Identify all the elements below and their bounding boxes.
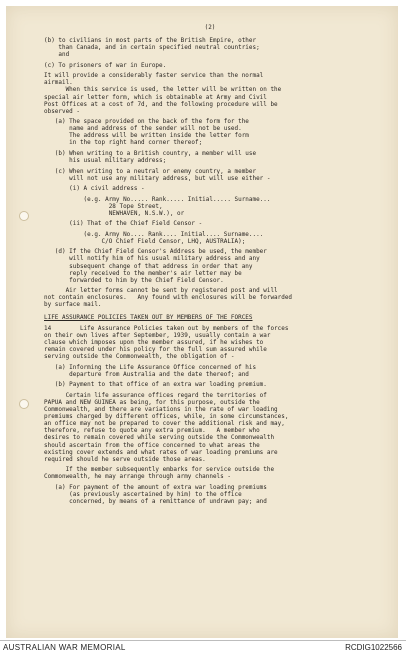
text-line: premiums charged by different offices, while, in some circumstances, [44, 413, 289, 421]
text-line: special air letter form, which is obtainable at Army and Civil [44, 93, 267, 101]
text-line: (b) Payment to that office of an extra war loading premium. [44, 381, 267, 389]
text-line: not contain enclosures. Any found with enclosures will be forwarded [44, 294, 293, 302]
text-line: 28 Tope Street, [44, 202, 163, 210]
text-line: (b) When writing to a British country, a member will use [44, 149, 257, 157]
text-line: When this service is used, the letter will be written on the [44, 86, 282, 94]
text-line: (i) A civil address - [44, 185, 145, 193]
text-line: existing cover extends and what rates of war loading premiums are [44, 448, 278, 456]
text-line: should ascertain from the office concerned to what areas the [44, 441, 260, 449]
text-line: therefore, refuse to quote any extra premium. A member who [44, 427, 260, 435]
text-line: PAPUA and NEW GUINEA as being, for this purpose, outside the [44, 398, 260, 406]
section-heading: LIFE ASSURANCE POLICIES TAKEN OUT BY MEMBERS OF THE FORCES [44, 314, 253, 322]
text-line: Commonwealth, he may arrange through army channels - [44, 473, 231, 481]
text-line: by surface mail. [44, 301, 102, 309]
text-line: than Canada, and in certain specified neutral countries; [44, 44, 260, 52]
text-line: (c) To prisoners of war in Europe. [44, 61, 167, 69]
text-line: concerned, by means of a remittance of undrawn pay; and [44, 497, 267, 505]
text-line: (ii) That of the Chief Field Censor - [44, 220, 203, 228]
text-line: name and address of the sender will not be used. [44, 125, 242, 133]
text-line: Certain life assurance offices regard the territories of [44, 391, 267, 399]
text-line: (as previously ascertained by him) to the office [44, 490, 242, 498]
text-line: his usual military address; [44, 157, 167, 165]
text-line: clause which imposes upon the member assured, if he wishes to [44, 339, 264, 347]
text-line: departure from Australia and the date thereof; and [44, 370, 249, 378]
page-number: (2) [204, 24, 216, 31]
footer-record-id: RCDIG1022566 [345, 643, 402, 652]
text-line: (d) If the Chief Field Censor's Address be used, the member [44, 248, 267, 256]
text-line: C/O Chief Field Censor, LHQ, AUSTRALIA); [44, 237, 246, 245]
text-line: (b) to civilians in most parts of the British Empire, other [44, 37, 257, 45]
text-line: (a) The space provided on the back of the form for the [44, 118, 249, 126]
text-line: serving outside the Commonwealth, the obligation of - [44, 353, 235, 361]
text-line: The address will be written inside the letter form [44, 132, 249, 140]
text-line: It will provide a considerably faster service than the normal [44, 72, 264, 80]
text-line: in the top right hand corner thereof; [44, 139, 203, 147]
punch-hole [19, 211, 29, 221]
text-line: (c) When writing to a neutral or enemy country, a member [44, 167, 257, 175]
archive-footer [0, 640, 406, 655]
text-line: airmail. [44, 79, 73, 87]
text-line: If the member subsequently embarks for service outside the [44, 466, 275, 474]
text-line: remain covered under his policy for the full sum assured while [44, 346, 267, 354]
footer-source: AUSTRALIAN WAR MEMORIAL [3, 643, 126, 652]
text-line: (a) For payment of the amount of extra war loading premiums [44, 483, 267, 491]
text-line: reply received to the member's air letter may be [44, 269, 242, 277]
text-line: observed - [44, 107, 80, 115]
text-line: an office may not be prepared to cover the additional risk and may, [44, 420, 285, 428]
text-line: (e.g. Army No.... Rank.... Initial.... Surname.... [44, 230, 264, 238]
text-line: will not use any military address, but will use either - [44, 174, 271, 182]
text-line: subsequent change of that address in order that any [44, 262, 253, 270]
text-line: Air letter forms cannot be sent by registered post and will [44, 287, 278, 295]
text-line: and [44, 51, 70, 59]
document-text [44, 24, 376, 505]
text-line: Commonwealth, and there are variations in the rate of war loading [44, 406, 278, 414]
text-line: 14 Life Assurance Policies taken out by members of the forces [44, 324, 289, 332]
text-line: forwarded to him by the Chief Field Censor. [44, 276, 224, 284]
text-line: NEWHAVEN, N.S.W.), or [44, 209, 185, 217]
text-line: desires to remain covered while serving outside the Commonwealth [44, 434, 275, 442]
text-line: will notify him of his usual military address and any [44, 255, 260, 263]
text-line: Post Offices at a cost of 7d, and the following procedure will be [44, 100, 278, 108]
text-line: (a) Informing the Life Assurance Office concerned of his [44, 363, 257, 371]
text-line: required should he serve outside those areas. [44, 455, 206, 463]
text-line: on their own lives after September, 1939, usually contain a war [44, 332, 271, 340]
punch-hole [19, 399, 29, 409]
text-line: (e.g. Army No..... Rank..... Initial..... Surname... [44, 195, 271, 203]
